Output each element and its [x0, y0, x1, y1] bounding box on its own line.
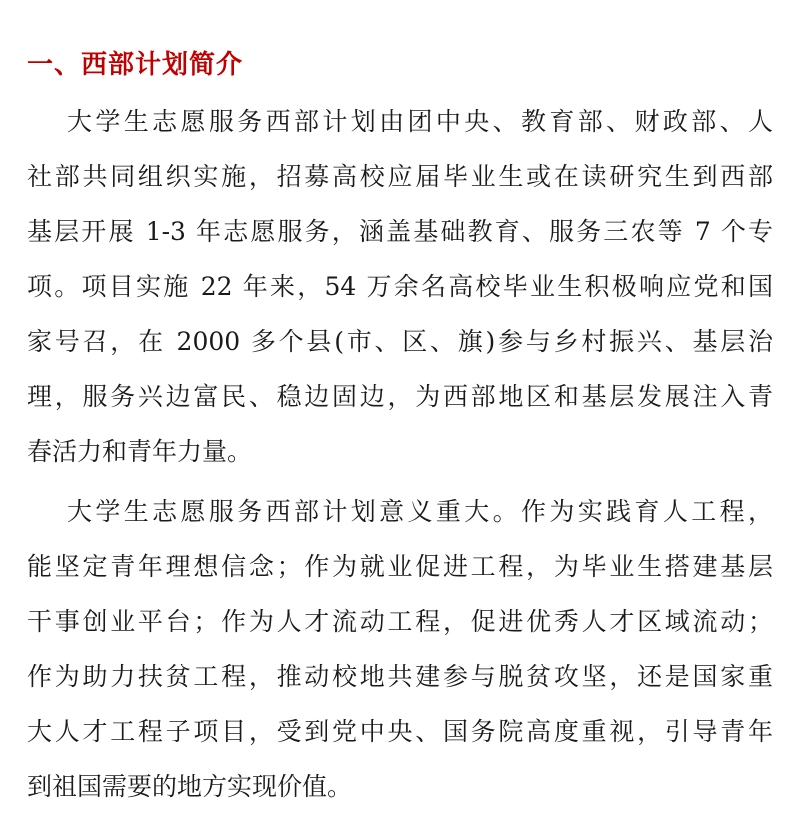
text-line: 大学生志愿服务西部计划意义重大。作为实践育人工程，: [67, 497, 773, 526]
text-line: 大人才工程子项目，受到党中央、国务院高度重视，引导青年: [27, 717, 773, 746]
text-line: 社部共同组织实施，招募高校应届毕业生或在读研究生到西部: [27, 162, 773, 191]
text-line: 基层开展 1-3 年志愿服务，涵盖基础教育、服务三农等 7 个专: [27, 217, 773, 246]
text-line: 大学生志愿服务西部计划由团中央、教育部、财政部、人: [67, 107, 773, 136]
section-heading: 一、西部计划简介: [27, 50, 244, 80]
paragraph-intro: [27, 94, 773, 479]
text-line: 干事创业平台；作为人才流动工程，促进优秀人才区域流动；: [27, 607, 773, 636]
text-line: 项。项目实施 22 年来，54 万余名高校毕业生积极响应党和国: [27, 272, 773, 301]
paragraph-significance: [27, 484, 773, 814]
text-line: 理，服务兴边富民、稳边固边，为西部地区和基层发展注入青: [27, 382, 773, 411]
text-line: 到祖国需要的地方实现价值。: [27, 772, 353, 801]
text-line: 春活力和青年力量。: [27, 437, 253, 466]
text-line: 能坚定青年理想信念；作为就业促进工程，为毕业生搭建基层: [27, 552, 773, 581]
text-line: 作为助力扶贫工程，推动校地共建参与脱贫攻坚，还是国家重: [27, 662, 773, 691]
text-line: 家号召，在 2000 多个县(市、区、旗)参与乡村振兴、基层治: [27, 327, 773, 356]
